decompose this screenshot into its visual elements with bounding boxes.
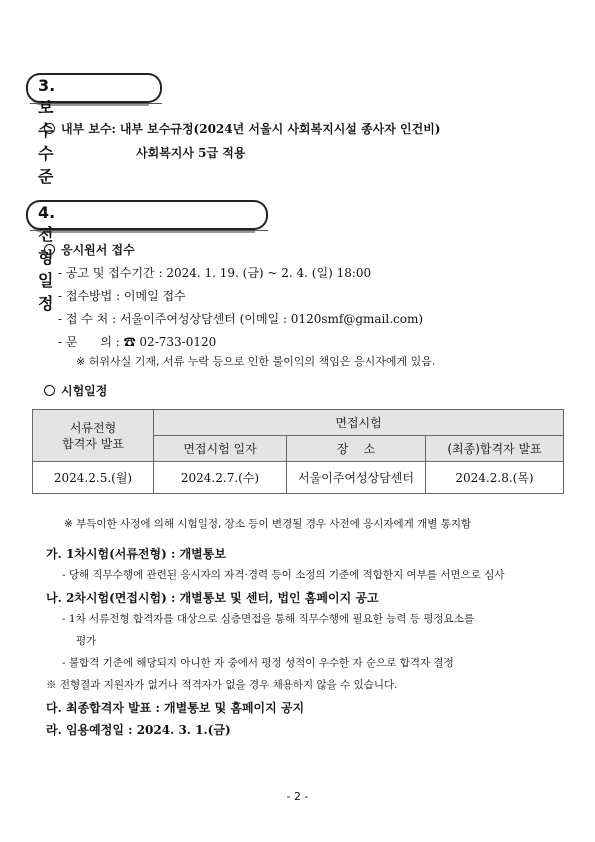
- table-cell: 2024.2.7.(수): [154, 462, 287, 494]
- application-heading-text: 응시원서 접수: [61, 243, 135, 257]
- circle-bullet-icon: [44, 385, 55, 396]
- step-line: ※ 전형결과 지원자가 없거나 적격자가 없을 경우 채용하지 않을 수 있습니다.: [46, 679, 398, 691]
- circle-bullet-icon: [44, 123, 55, 134]
- doc-result-header: 서류전형 합격자 발표: [33, 410, 154, 462]
- step-line: 나. 2차시험(면접시험) : 개별통보 및 센터, 법인 홈페이지 공고: [46, 591, 379, 605]
- step-line: 라. 임용예정일 : 2024. 3. 1.(금): [46, 723, 231, 737]
- location-header: 장 소: [287, 436, 426, 462]
- step-line: 다. 최종합격자 발표 : 개별통보 및 홈페이지 공지: [46, 701, 305, 715]
- section-4-underline: [30, 230, 268, 231]
- application-line: - 문 의 : ☎ 02-733-0120: [58, 335, 217, 349]
- salary-label: 내부 보수:: [61, 122, 116, 136]
- salary-item: [44, 120, 564, 137]
- interview-group-header: 면접시험: [154, 410, 564, 436]
- section-3-title: 3. 보수 수준: [38, 76, 56, 186]
- step-line: - 당해 직무수행에 관련된 응시자의 자격·경력 등이 소정의 기준에 적합한지 여부를 서면으로 심사: [62, 569, 505, 581]
- application-line: - 접 수 처 : 서울이주여성상담센터 (이메일 : 0120smf@gmail.com): [58, 312, 424, 326]
- step-line: 평가: [76, 635, 97, 647]
- application-line: - 공고 및 접수기간 : 2024. 1. 19. (금) ~ 2. 4. (일) 18:00: [58, 266, 372, 280]
- salary-text-1: 내부 보수규정(2024년 서울시 사회복지시설 종사자 인건비): [119, 122, 441, 136]
- circle-bullet-icon: [44, 244, 55, 255]
- salary-text-2: 사회복지사 5급 적용: [136, 146, 246, 160]
- exam-note: ※ 부득이한 사정에 의해 시험일정, 장소 등이 변경될 경우 사전에 응시자에게 개별 통지함: [64, 518, 472, 530]
- exam-heading-text: 시험일정: [61, 384, 108, 398]
- application-note: ※ 허위사실 기재, 서류 누락 등으로 인한 불이익의 책임은 응시자에게 있음.: [76, 355, 436, 368]
- step-line: - 불합격 기준에 해당되지 아니한 자 중에서 평정 성적이 우수한 자 순으로 합격자 결정: [62, 657, 454, 669]
- section-4-title: 4. 전형 일정: [38, 203, 56, 313]
- table-cell: 2024.2.8.(목): [426, 462, 564, 494]
- section-3-underline: [30, 103, 162, 104]
- application-line: - 접수방법 : 이메일 접수: [58, 289, 186, 303]
- exam-heading: [44, 382, 107, 399]
- interview-date-header: 면접시험 일자: [154, 436, 287, 462]
- exam-schedule-table: [32, 409, 564, 494]
- step-line: - 1차 서류전형 합격자를 대상으로 심층면접을 통해 직무수행에 필요한 능력 등 평정요소를: [62, 613, 475, 625]
- application-heading: [44, 241, 135, 258]
- table-cell: 서울이주여성상담센터: [287, 462, 426, 494]
- final-result-header: (최종)합격자 발표: [426, 436, 564, 462]
- table-cell: 2024.2.5.(월): [33, 462, 154, 494]
- step-line: 가. 1차시험(서류전형) : 개별통보: [46, 547, 226, 561]
- page-number: - 2 -: [286, 790, 309, 803]
